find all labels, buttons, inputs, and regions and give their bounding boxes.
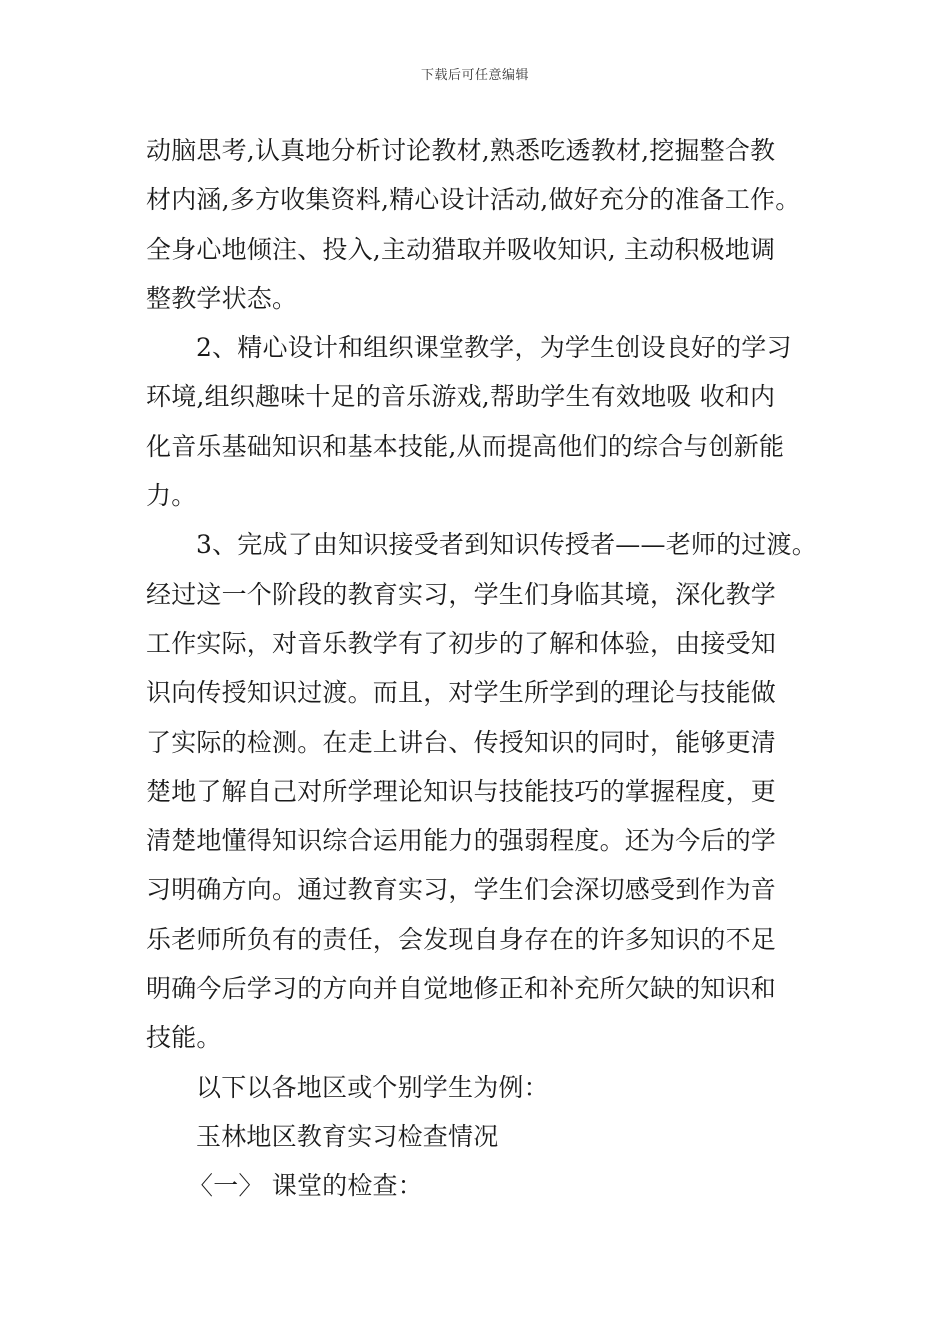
text-line: 全身心地倾注、投入,主动猎取并吸收知识, 主动积极地调 [146, 234, 776, 264]
text-line: 力。 [146, 481, 197, 511]
paragraph-start-line: 3、完成了由知识接受者到知识传授者——老师的过渡。 [196, 530, 817, 560]
page-header: 下载后可任意编辑 [420, 68, 529, 83]
text-line: 乐老师所负有的责任，会发现自身存在的许多知识的不足 [146, 924, 777, 954]
section-title: 玉林地区教育实习检查情况 [196, 1121, 499, 1151]
subsection-title: 〈一〉 课堂的检查： [188, 1171, 423, 1201]
text-line: 明确今后学习的方向并自觉地修正和补充所欠缺的知识和 [146, 974, 777, 1004]
text-line: 化音乐基础知识和基本技能,从而提高他们的综合与创新能 [146, 431, 785, 461]
text-line: 经过这一个阶段的教育实习，学生们身临其境，深化教学 [146, 579, 777, 609]
text-line: 识向传授知识过渡。而且，对学生所学到的理论与技能做 [146, 678, 777, 708]
text-line: 楚地了解自己对所学理论知识与技能技巧的掌握程度，更 [146, 776, 777, 806]
text-line: 工作实际，对音乐教学有了初步的了解和体验，由接受知 [146, 628, 777, 658]
paragraph-start-line: 2、精心设计和组织课堂教学，为学生创设良好的学习 [196, 333, 792, 363]
text-line: 整教学状态。 [146, 283, 298, 313]
text-line: 材内涵,多方收集资料,精心设计活动,做好充分的准备工作。 [146, 185, 801, 215]
text-line: 习明确方向。通过教育实习，学生们会深切感受到作为音 [146, 875, 777, 905]
text-line: 环境,组织趣味十足的音乐游戏,帮助学生有效地吸 收和内 [146, 382, 776, 412]
paragraph-start-line: 以下以各地区或个别学生为例： [196, 1072, 549, 1102]
text-line: 清楚地懂得知识综合运用能力的强弱程度。还为今后的学 [146, 826, 777, 856]
document-body [146, 126, 816, 1211]
text-line: 了实际的检测。在走上讲台、传授知识的同时，能够更清 [146, 727, 777, 757]
text-line: 动脑思考,认真地分析讨论教材,熟悉吃透教材,挖掘整合教 [146, 136, 776, 165]
text-line: 技能。 [146, 1023, 222, 1053]
